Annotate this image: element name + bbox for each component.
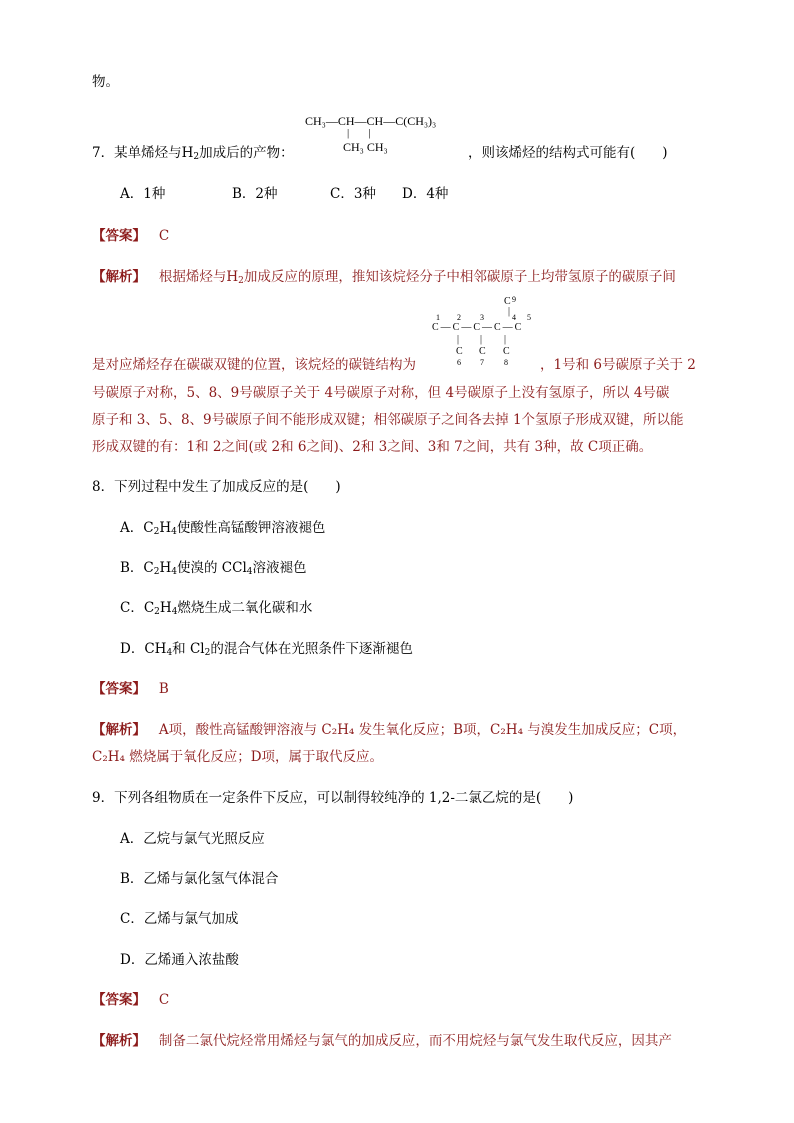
q7-option-d: D．4种 xyxy=(402,186,449,202)
q8-option-b: B．$C_2H_4$使溴的 CCl$_4$溶液褪色 xyxy=(120,560,307,577)
q9-option-b: B．乙烯与氯化氢气体混合 xyxy=(120,871,279,887)
question-7-stem-end: ，则该烯烃的结构式可能有( ) xyxy=(468,145,668,161)
q7-analysis-line-3: 号碳原子对称，5、8、9号碳原子关于 4号碳原子对称，但 4号碳原子上没有氢原子，所以 4号碳 xyxy=(92,385,670,401)
q7-answer: 【答案】 C xyxy=(92,228,170,244)
lead-text: 物。 xyxy=(92,74,119,90)
q8-option-a: A．$C_2H_4$使酸性高锰酸钾溶液褪色 xyxy=(120,520,326,537)
question-7-stem: 7．某单烯烃与$H_2$加成后的产物： xyxy=(92,145,294,162)
q9-option-c: C．乙烯与氯气加成 xyxy=(120,911,239,927)
q9-analysis-line-1: 【解析】 制备二氯代烷烃常用烯烃与氯气的加成反应，而不用烷烃与氯气发生取代反应，因其产 xyxy=(92,1033,672,1049)
q8-option-c: C．$C_2H_4$燃烧生成二氧化碳和水 xyxy=(120,600,313,617)
q8-option-d: D．$CH_4$和 $Cl_2$的混合气体在光照条件下逐渐褪色 xyxy=(120,641,413,658)
q7-analysis-line-1: 【解析】 根据烯烃与$H_2$加成反应的原理，推知该烷烃分子中相邻碳原子上均带氢原子的碳原子间 xyxy=(92,269,676,286)
q9-option-d: D．乙烯通入浓盐酸 xyxy=(120,952,239,968)
question-9-stem: 9．下列各组物质在一定条件下反应，可以制得较纯净的 1,2-二氯乙烷的是( ) xyxy=(92,790,574,806)
q7-analysis-line-4: 原子和 3、5、8、9号碳原子间不能形成双键；相邻碳原子之间各去掉 1个氢原子形成双键，所以能 xyxy=(92,412,684,428)
q7-option-c: C．3种 xyxy=(330,186,376,202)
q9-option-a: A．乙烷与氯气光照反应 xyxy=(120,831,265,847)
q7-option-a: A．1种 xyxy=(120,186,166,202)
q7-analysis-line-5: 形成双键的有：1和 2之间(或 2和 6之间)、2和 3之间、3和 7之间，共有 3种，故 C项正确。 xyxy=(92,439,653,455)
q7-analysis-line-2a: 是对应烯烃存在碳碳双键的位置，该烷烃的碳链结构为 xyxy=(92,357,416,373)
formula-bond-mark: | | xyxy=(347,127,371,139)
q8-analysis-line-1: 【解析】 A项，酸性高锰酸钾溶液与 C₂H₄ 发生氧化反应；B项，C₂H₄ 与溴发生加成反应；C项， xyxy=(92,722,687,738)
carbon-chain-diagram: C 9 | 1 2 3 4 5 C—C—C—C—C | | | C C C 6 7 8 xyxy=(432,295,531,367)
question-8-stem: 8．下列过程中发生了加成反应的是( ) xyxy=(92,479,341,495)
q7-option-b: B．2种 xyxy=(232,186,278,202)
product-formula: CH₃—CH—CH—C(CH₃)₃ xyxy=(305,114,437,128)
q8-analysis-line-2: C₂H₄ 燃烧属于氧化反应；D项，属于取代反应。 xyxy=(92,749,384,765)
q9-answer: 【答案】 C xyxy=(92,992,170,1008)
q8-answer: 【答案】 B xyxy=(92,681,169,697)
formula-branches: CH₃ CH₃ xyxy=(343,140,388,154)
q7-analysis-line-2b: ，1号和 6号碳原子关于 2 xyxy=(540,357,696,373)
